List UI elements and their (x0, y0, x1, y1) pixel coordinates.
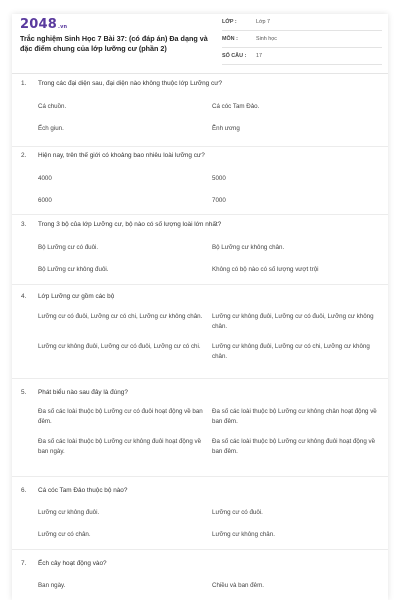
question-divider (12, 549, 388, 550)
option-c[interactable]: Lưỡng cư không đuôi, Lưỡng cư có đuôi, Lưỡng cư có chi. (38, 343, 201, 350)
question-divider (12, 476, 388, 477)
meta-row-subject (222, 31, 382, 48)
question-text: Phát biểu nào sau đây là đúng? (38, 389, 128, 396)
question-number: 3. (21, 221, 27, 228)
option-a[interactable]: Ban ngày. (38, 582, 66, 589)
option-a[interactable]: Đa số các loài thuộc bộ Lưỡng cư có đuôi hoạt động về ban đêm. (38, 408, 203, 425)
option-c[interactable]: 6000 (38, 197, 52, 204)
meta-value: 17 (256, 53, 262, 59)
question-number: 5. (21, 389, 27, 396)
meta-label: LỚP : (222, 19, 237, 25)
option-d[interactable]: Đa số các loài thuộc bộ Lưỡng cư không đuôi hoạt động về ban đêm. (212, 438, 376, 455)
question-number: 7. (21, 560, 27, 567)
option-d[interactable]: Không có bộ nào có số lượng vượt trội (212, 266, 319, 273)
question-number: 4. (21, 293, 27, 300)
meta-row-count (222, 48, 382, 65)
meta-label: MÔN : (222, 36, 238, 42)
question-divider (12, 284, 388, 285)
option-b[interactable]: Bộ Lưỡng cư không chân. (212, 244, 285, 251)
question-number: 2. (21, 152, 27, 159)
option-c[interactable]: Đa số các loài thuộc bộ Lưỡng cư không đuôi hoạt động về ban ngày. (38, 438, 202, 455)
option-a[interactable]: Lưỡng cư không đuôi. (38, 509, 100, 516)
option-b[interactable]: Chiều và ban đêm. (212, 582, 264, 589)
quiz-meta (222, 14, 382, 65)
quiz-title: Trắc nghiệm Sinh Học 7 Bài 37: (có đáp án) Đa dạng và đặc điểm chung của lớp lưỡng cư (phần 2) (20, 34, 208, 53)
option-d[interactable]: Lưỡng cư không đuôi, Lưỡng cư có chi, Lưỡng cư không chân. (212, 343, 370, 360)
option-b[interactable]: Cá cóc Tam Đảo. (212, 103, 260, 110)
option-a[interactable]: Lưỡng cư có đuôi, Lưỡng cư có chi, Lưỡng cư không chân. (38, 313, 203, 320)
option-b[interactable]: Lưỡng cư không đuôi, Lưỡng cư có đuôi, Lưỡng cư không chân. (212, 313, 374, 330)
meta-value: Lớp 7 (256, 19, 271, 25)
question-text: Trong 3 bộ của lớp Lưỡng cư, bộ nào có số lượng loài lớn nhất? (38, 221, 222, 228)
logo-suffix: .vn (57, 24, 68, 30)
option-a[interactable]: Bộ Lưỡng cư có đuôi. (38, 244, 99, 251)
question-divider (12, 214, 388, 215)
question-divider (12, 378, 388, 379)
question-text: Ếch cây hoạt động vào? (38, 560, 107, 567)
document-header (12, 14, 388, 66)
header-divider (12, 73, 388, 74)
option-c[interactable]: Bộ Lưỡng cư không đuôi. (38, 266, 109, 273)
option-a[interactable]: Cá chuồn. (38, 103, 67, 110)
meta-row-grade (222, 14, 382, 31)
option-b[interactable]: Lưỡng cư có đuôi. (212, 509, 263, 516)
question-text: Cá cóc Tam Đảo thuộc bộ nào? (38, 487, 128, 494)
question-divider (12, 146, 388, 147)
logo-text: 2048 (20, 17, 57, 32)
question-text: Lớp Lưỡng cư gồm các bộ (38, 293, 115, 300)
option-d[interactable]: 7000 (212, 197, 226, 204)
option-c[interactable]: Ếch giun. (38, 125, 64, 132)
site-logo[interactable] (20, 17, 67, 32)
option-b[interactable]: 5000 (212, 175, 226, 182)
question-text: Trong các đại diện sau, đại diện nào không thuộc lớp Lưỡng cư? (38, 80, 223, 87)
option-d[interactable]: Lưỡng cư không chân. (212, 531, 275, 538)
option-d[interactable]: Ễnh ương (212, 125, 240, 132)
option-c[interactable]: Lưỡng cư có chân. (38, 531, 91, 538)
question-text: Hiện nay, trên thế giới có khoảng bao nhiêu loài lưỡng cư? (38, 152, 205, 159)
meta-value: Sinh học (256, 36, 277, 42)
option-a[interactable]: 4000 (38, 175, 52, 182)
question-number: 6. (21, 487, 27, 494)
document-page (12, 14, 388, 600)
option-b[interactable]: Đa số các loài thuộc bộ Lưỡng cư không chân hoạt động về ban đêm. (212, 408, 377, 425)
meta-label: SỐ CÂU : (222, 53, 247, 59)
question-number: 1. (21, 80, 27, 87)
